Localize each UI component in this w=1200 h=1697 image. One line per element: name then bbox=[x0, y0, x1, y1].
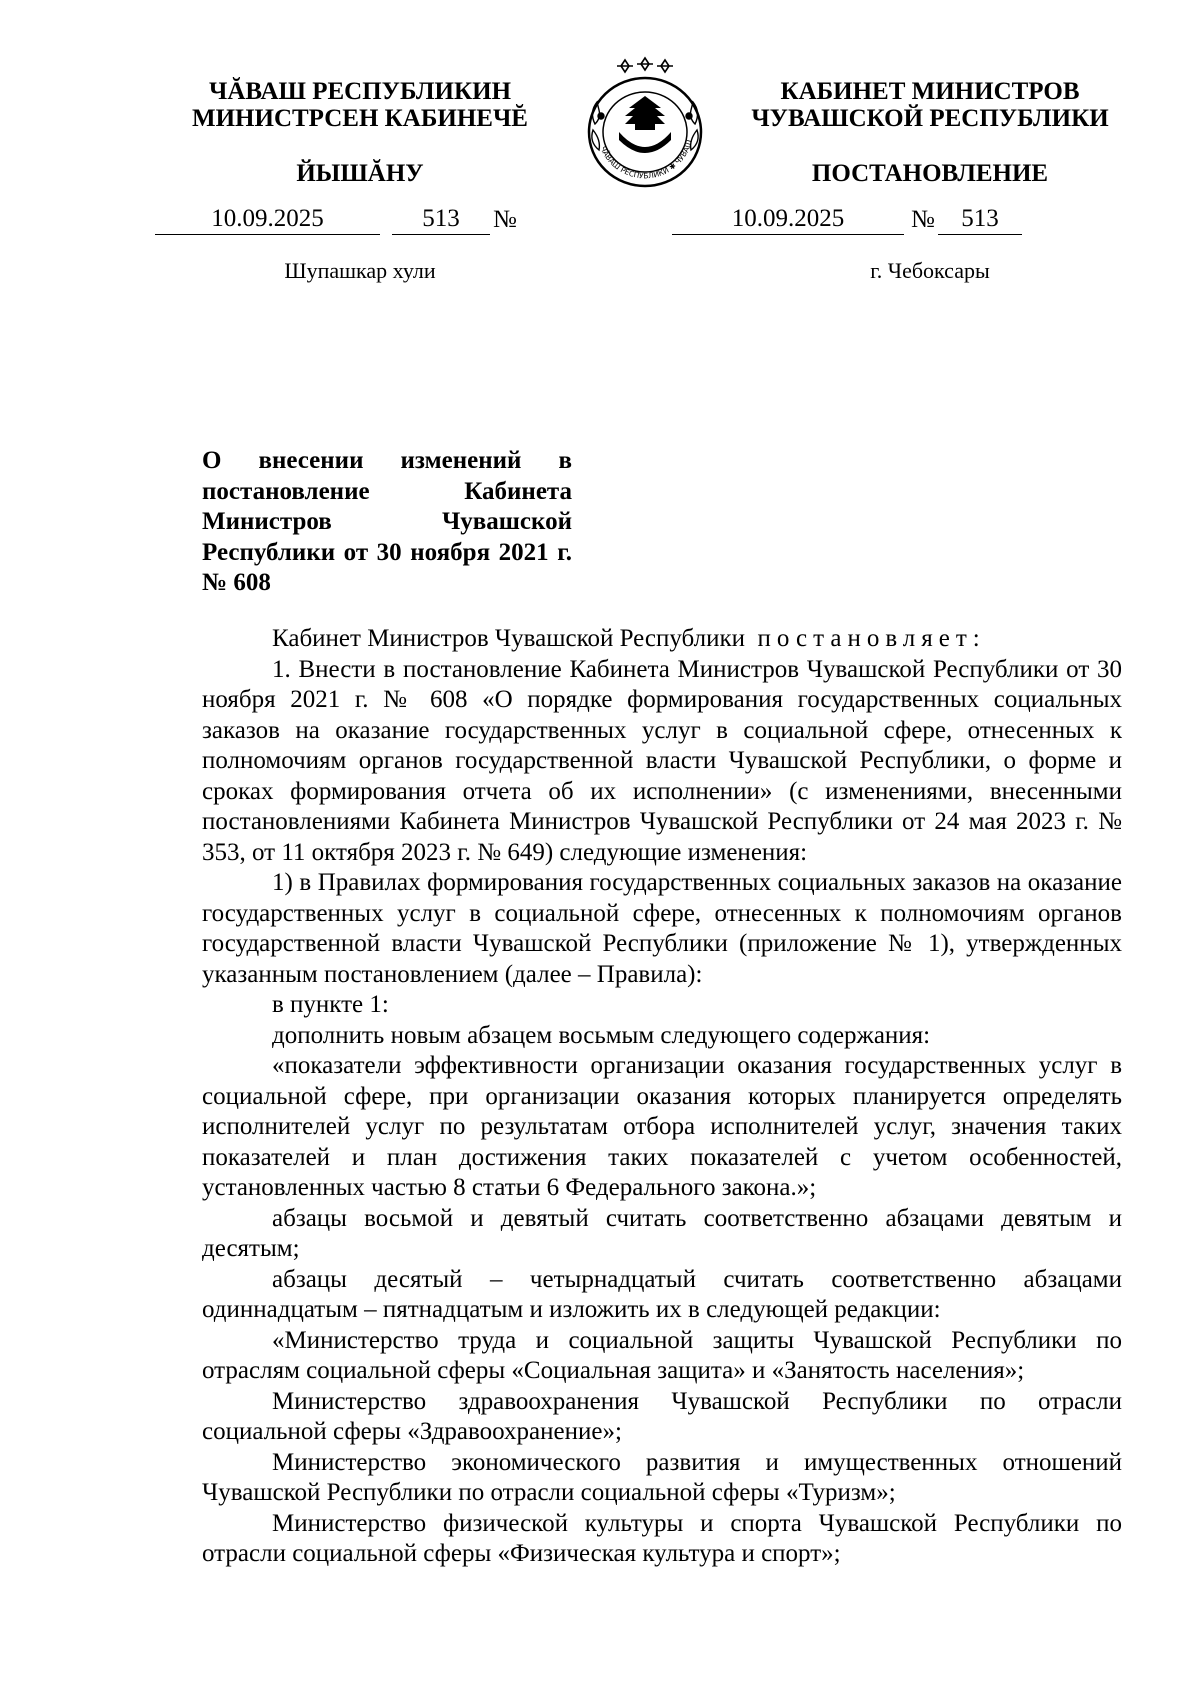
body-paragraph: абзацы восьмой и девятый считать соответственно абзацами девятым и десятым; bbox=[202, 1204, 1122, 1262]
body-paragraph: Министерство здравоохранения Чувашской Республики по отрасли социальной сферы «Здравоохранение»; bbox=[202, 1387, 1122, 1445]
number-field-left: 513 bbox=[392, 206, 490, 235]
city-russian: г. Чебоксары bbox=[870, 258, 990, 283]
preamble-text: Кабинет Министров Чувашской Республики bbox=[272, 625, 746, 652]
body-paragraph: Министерство экономического развития и имущественных отношений Чувашской Республики по отрасли социальной сферы «Туризм»; bbox=[202, 1448, 1122, 1506]
preamble-verb: постановляет: bbox=[757, 625, 986, 652]
org-name-russian-line2: ЧУВАШСКОЙ РЕСПУБЛИКИ bbox=[751, 105, 1109, 132]
date-field-left: 10.09.2025 bbox=[155, 206, 380, 235]
body-paragraph: 1) в Правилах формирования государственных социальных заказов на оказание государственных услуг в социальной сфере, отнесенных к полномочиям органов государственной власти Чувашской Республики (приложение № 1), утвержденных указанным постановлением (далее – Правила): bbox=[202, 869, 1122, 988]
doc-type-chuvash: ЙЫШĂНУ bbox=[296, 160, 424, 187]
number-field-right: 513 bbox=[938, 206, 1022, 235]
body-paragraph: в пункте 1: bbox=[272, 991, 389, 1018]
body-paragraph: абзацы десятый – четырнадцатый считать соответственно абзацами одиннадцатым – пятнадцатым и изложить их в следующей редакции: bbox=[202, 1265, 1122, 1323]
number-sign-right: № bbox=[911, 206, 935, 233]
coat-of-arms-icon bbox=[575, 52, 715, 190]
body-paragraph: «Министерство труда и социальной защиты Чувашской Республики по отраслям социальной сферы «Социальная защита» и «Занятость населения»; bbox=[202, 1326, 1122, 1384]
body-paragraph: «показатели эффективности организации оказания государственных услуг в социальной сфере, при организации оказания которых планируется определять исполнителей услуг по результатам отбора исполнителей услуг, значения таких показателей и план достижения таких показателей с учетом особенностей, установленных частью 8 статьи 6 Федерального закона.»; bbox=[202, 1052, 1122, 1201]
body-paragraph: 1. Внести в постановление Кабинета Министров Чувашской Республики от 30 ноября 2021 г. № 608 «О порядке формирования государственных социальных заказов на оказание государственных услуг в социальной сфере, отнесенных к полномочиям органов государственной власти Чувашской Республики, о форме и сроках формирования отчета об их исполнении» (с изменениями, внесенными постановлениями Кабинета Министров Чувашской Республики от 24 мая 2023 г. № 353, от 11 октября 2023 г. № 649) следующие изменения: bbox=[202, 655, 1122, 866]
org-name-chuvash bbox=[150, 78, 570, 132]
body-paragraph: Министерство физической культуры и спорта Чувашской Республики по отрасли социальной сферы «Физическая культура и спорт»; bbox=[202, 1509, 1122, 1567]
org-name-russian bbox=[720, 78, 1140, 132]
document-subject: О внесении изменений в постановление Кабинета Министров Чувашской Республики от 30 ноября 2021 г. № 608 bbox=[202, 447, 572, 596]
document-body bbox=[202, 624, 1122, 1570]
doc-type-russian: ПОСТАНОВЛЕНИЕ bbox=[811, 160, 1049, 187]
preamble bbox=[202, 624, 1122, 655]
city-chuvash: Шупашкар хули bbox=[284, 258, 436, 283]
org-name-chuvash-line2: МИНИСТРСЕН КАБИНЕЧĔ bbox=[192, 105, 528, 132]
org-name-russian-line1: КАБИНЕТ МИНИСТРОВ bbox=[780, 78, 1080, 105]
number-sign-left: № bbox=[493, 206, 517, 233]
org-name-chuvash-line1: ЧĂВАШ РЕСПУБЛИКИН bbox=[208, 78, 512, 105]
emblem-ring-text: ЧĂВАШ РЕСПУБЛИКИ ✱ ЧУВАШ bbox=[598, 138, 694, 181]
date-field-right: 10.09.2025 bbox=[672, 206, 904, 235]
body-paragraph: дополнить новым абзацем восьмым следующего содержания: bbox=[272, 1021, 931, 1049]
coat-of-arms-emblem bbox=[575, 52, 715, 190]
